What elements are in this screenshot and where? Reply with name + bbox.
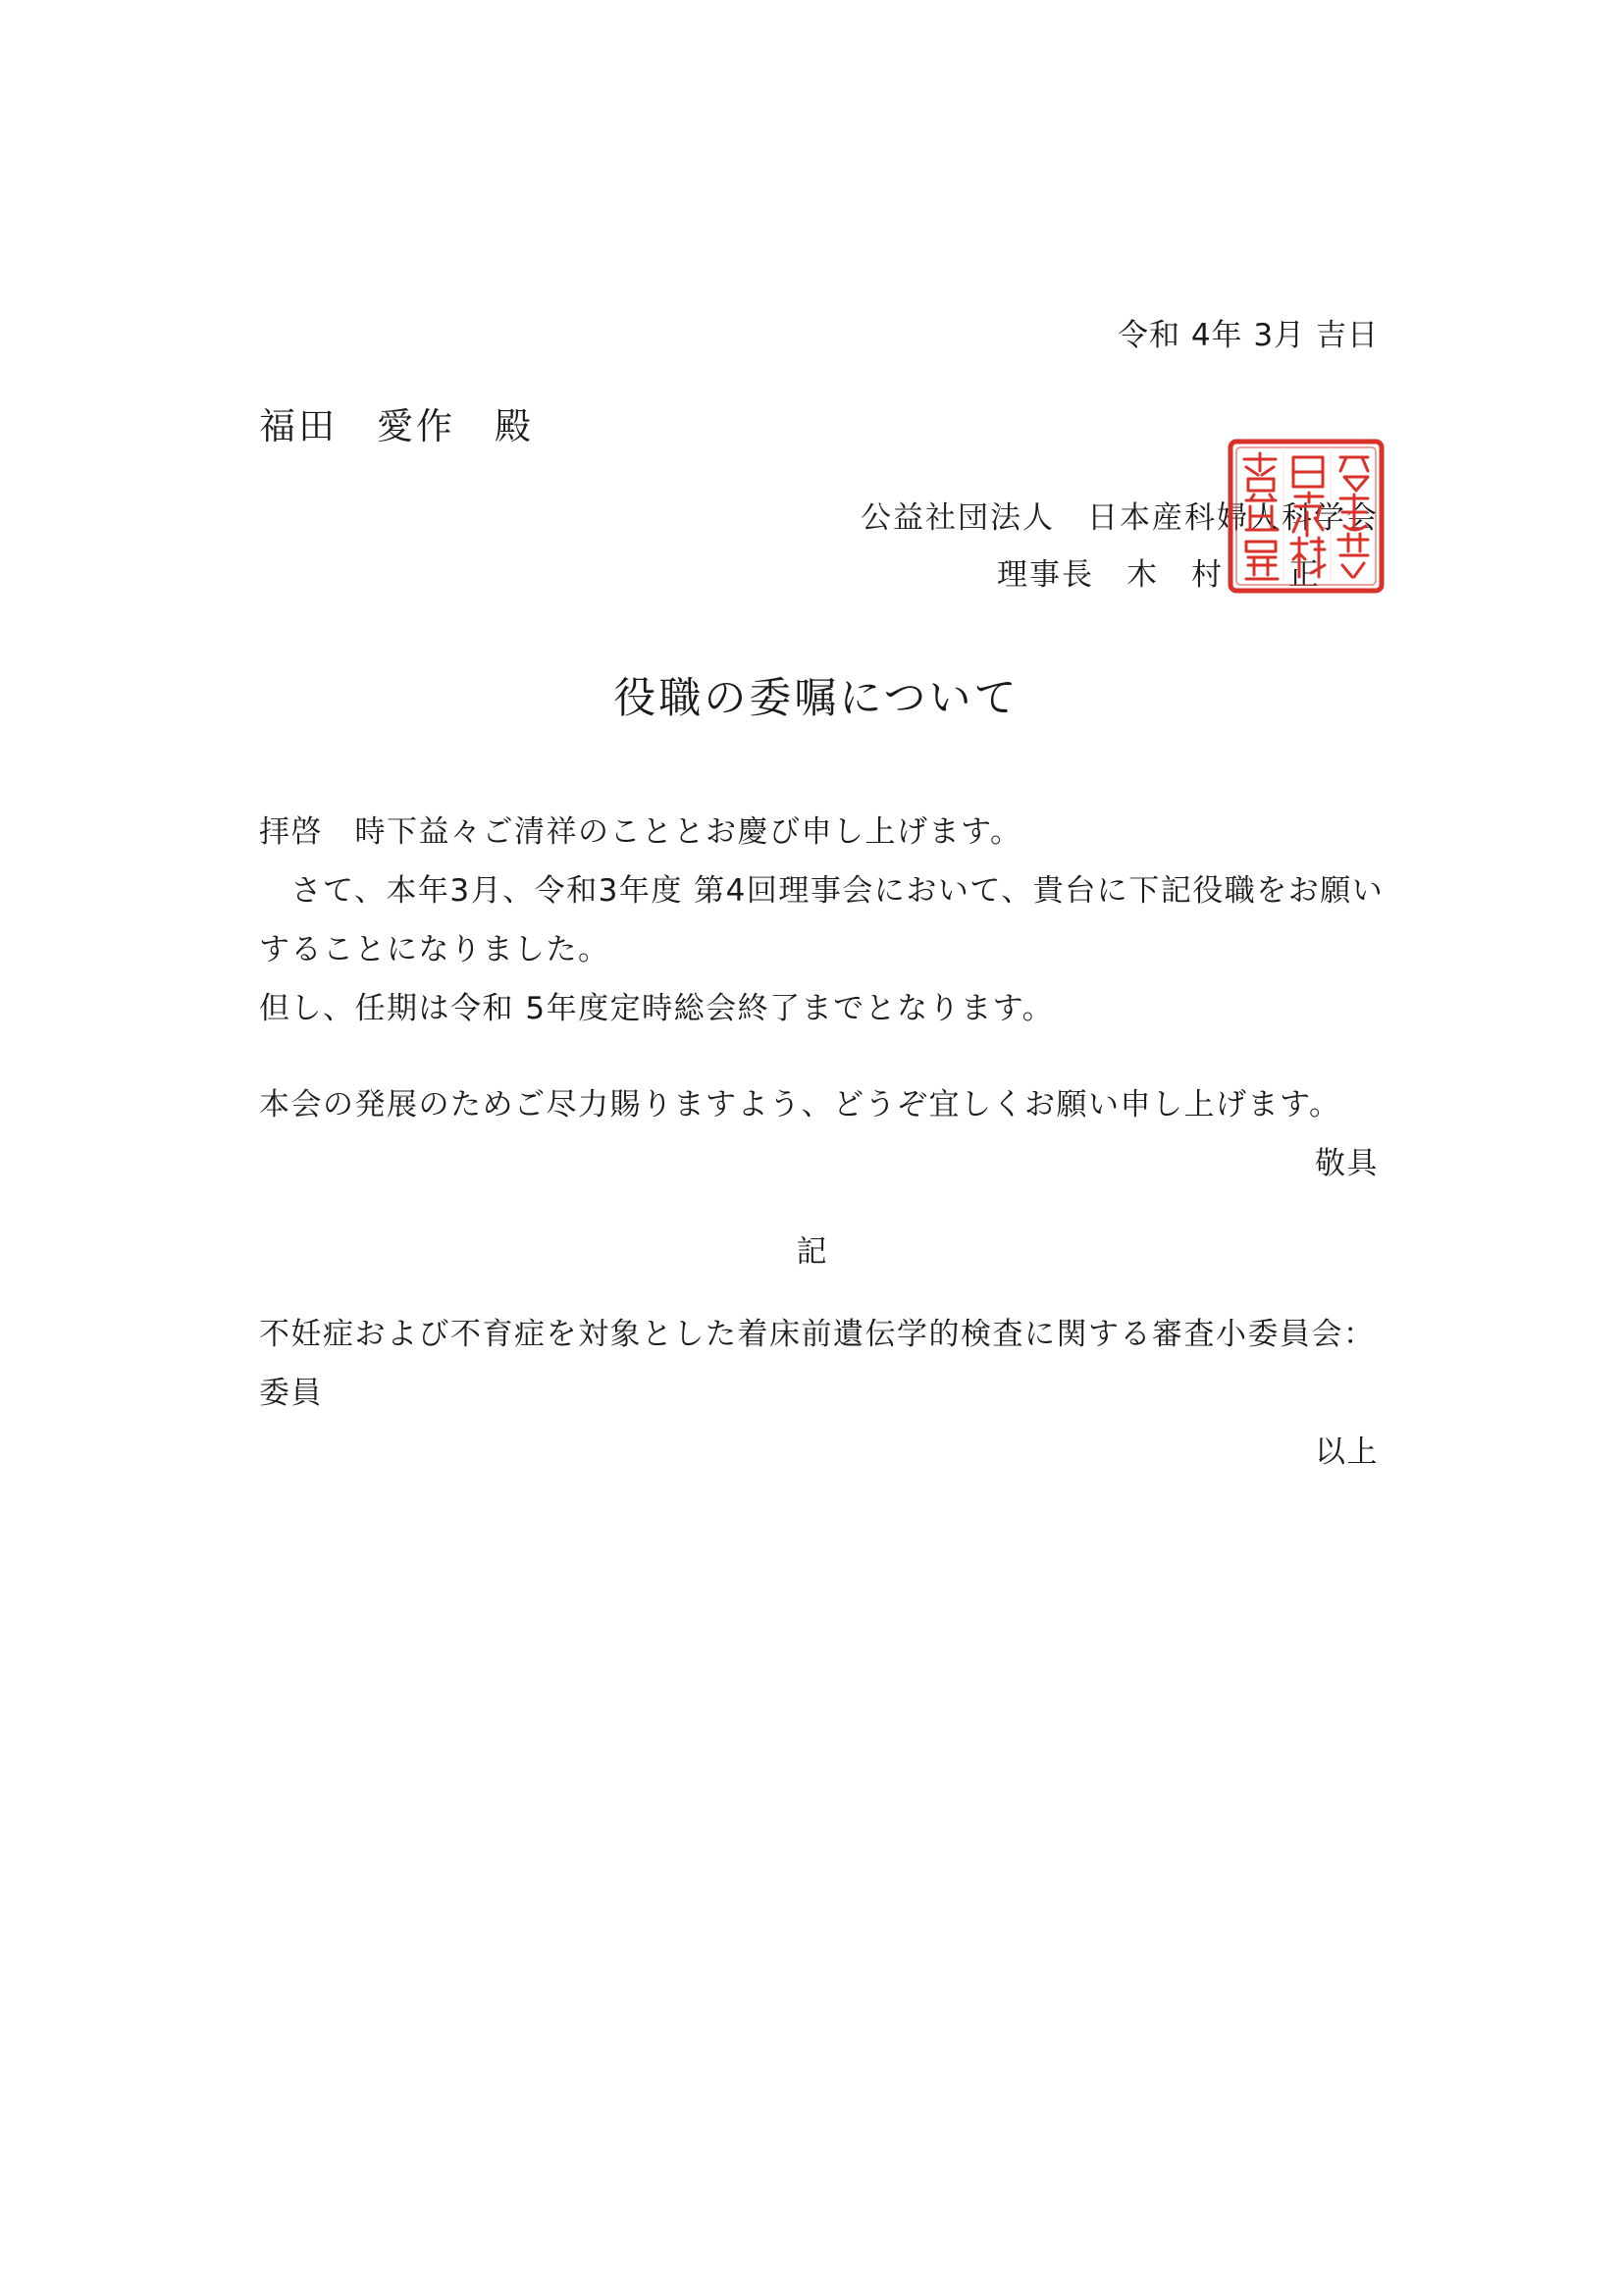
- document-title: 役職の委嘱について: [613, 674, 1020, 723]
- recipient-name: 福田 愛作 殿: [259, 405, 534, 447]
- body-line: することになりました。: [259, 932, 610, 967]
- issue-date: 令和 4年 3月 吉日: [1117, 318, 1379, 353]
- request-line: 本会の発展のためご尽力賜りますよう、どうぞ宜しくお願い申し上げます。: [259, 1087, 1341, 1122]
- record-block: [259, 1305, 1379, 1482]
- position-name: 委員: [259, 1376, 323, 1411]
- record-heading: 記: [796, 1234, 827, 1270]
- sender-organization: 公益社団法人 日本産科婦人科学会: [861, 500, 1379, 536]
- closing-salutation: 敬具: [1315, 1146, 1379, 1181]
- letter-body: [259, 803, 1385, 1038]
- body-line: 但し、任期は令和 5年度定時総会終了までとなります。: [259, 991, 1055, 1026]
- greeting-line: 拝啓 時下益々ご清祥のこととお慶び申し上げます。: [259, 814, 1022, 850]
- letter-closing-block: [259, 1075, 1379, 1193]
- body-line: さて、本年3月、令和3年度 第4回理事会において、貴台に下記役職をお願い: [259, 873, 1385, 909]
- end-mark: 以上: [1315, 1435, 1379, 1470]
- committee-name: 不妊症および不育症を対象とした着床前遺伝学的検査に関する審査小委員会：: [259, 1317, 1376, 1352]
- official-seal-stamp: [1225, 436, 1387, 597]
- sender-chair: 理事長 木 村 正: [997, 557, 1321, 593]
